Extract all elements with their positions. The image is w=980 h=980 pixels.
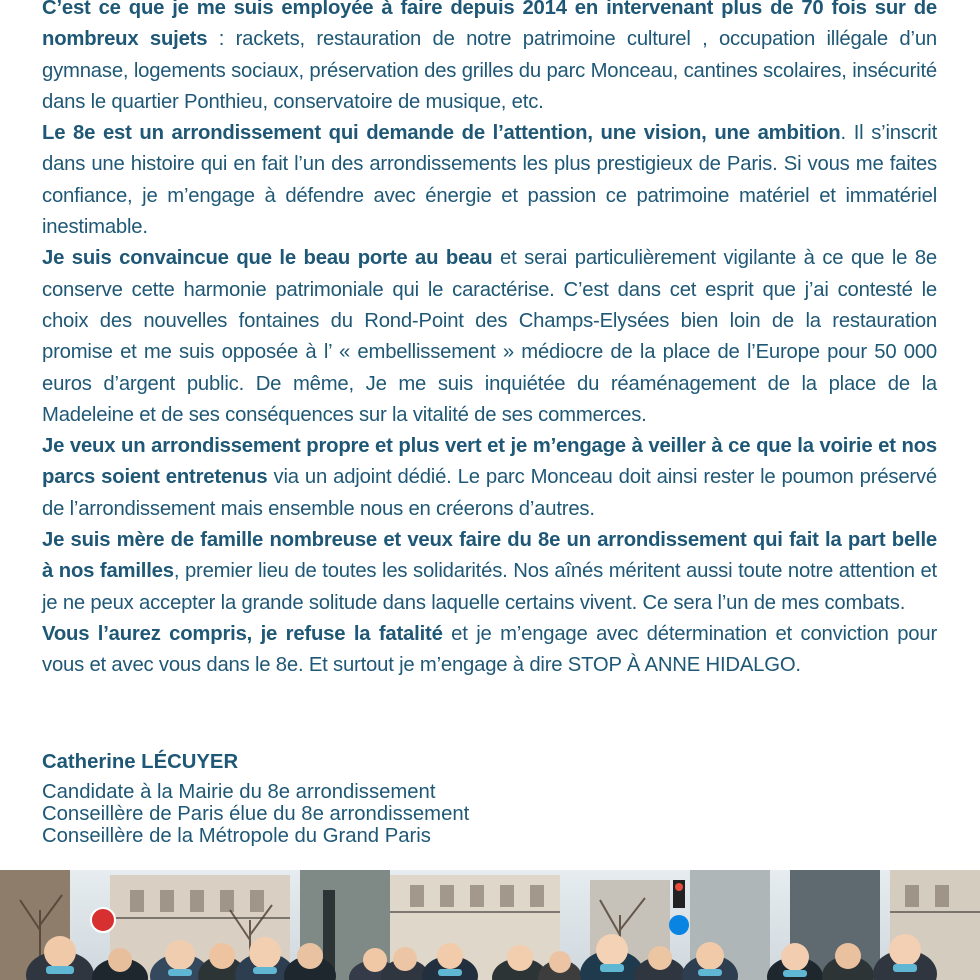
signature-block [42, 751, 469, 847]
paragraph-record: C’est ce que je me suis employée à faire depuis 2014 en intervenant plus de 70 fois sur de nombreux sujets : rackets, restauration de notre patrimoine culturel , occupation illégale d’un gymnase, logements sociaux, préservation des grilles du parc Monceau, cantines scolaires, insécurité dans le quartier Ponthieu, conservatoire de musique, etc. [42, 0, 937, 113]
paragraph-green: Je veux un arrondissement propre et plus vert et je m’engage à veiller à ce que la voirie et nos parcs soient entretenus via un adjoint dédié. Le parc Monceau doit ainsi rester le poumon préservé de l’arrondissement mais ensemble nous en créerons d’autres. [42, 435, 937, 520]
signature-title: Candidate à la Mairie du 8e arrondissement [42, 781, 436, 803]
signature-title: Conseillère de la Métropole du Grand Paris [42, 825, 431, 847]
signature-title: Conseillère de Paris élue du 8e arrondissement [42, 803, 470, 825]
letter-body [42, 0, 937, 682]
paragraph-heritage: Je suis convaincue que le beau porte au beau et serai particulièrement vigilante à ce que le 8e conserve cette harmonie patrimoniale qui le caractérise. C’est dans cet esprit que j’ai contesté le choix des nouvelles fontaines du Rond-Point des Champs-Elysées bien loin de la restauration promise et me suis opposée à l’ « embellissement » médiocre de la place de l’Europe pour 50 000 euros d’argent public. De même, Je me suis inquiétée du réaménagement de la place de la Madeleine et de ses conséquences sur la vitalité de ses commerces. [42, 247, 937, 426]
paragraph-vision: Le 8e est un arrondissement qui demande de l’attention, une vision, une ambition. Il s’inscrit dans une histoire qui en fait l’un des arrondissements les plus prestigieux de Paris. Si vous me faites confiance, je m’engage à défendre avec énergie et passion ce patrimoine matériel et immatériel inestimable. [42, 122, 938, 239]
signature-name: Catherine LÉCUYER [42, 751, 239, 773]
paragraph-conclusion: Vous l’aurez compris, je refuse la fatalité et je m’engage avec détermination et conviction pour vous et avec vous dans le 8e. Et surtout je m’engage à dire STOP À ANNE HIDALGO. [42, 622, 937, 677]
street-crowd-illustration [0, 870, 980, 980]
paragraph-families: Je suis mère de famille nombreuse et veux faire du 8e un arrondissement qui fait la part belle à nos familles, premier lieu de toutes les solidarités. Nos aînés méritent aussi toute notre attention et je ne peux accepter la grande solitude dans laquelle certains vivent. Ce sera l’un de mes combats. [42, 529, 937, 614]
group-photo [0, 870, 980, 980]
